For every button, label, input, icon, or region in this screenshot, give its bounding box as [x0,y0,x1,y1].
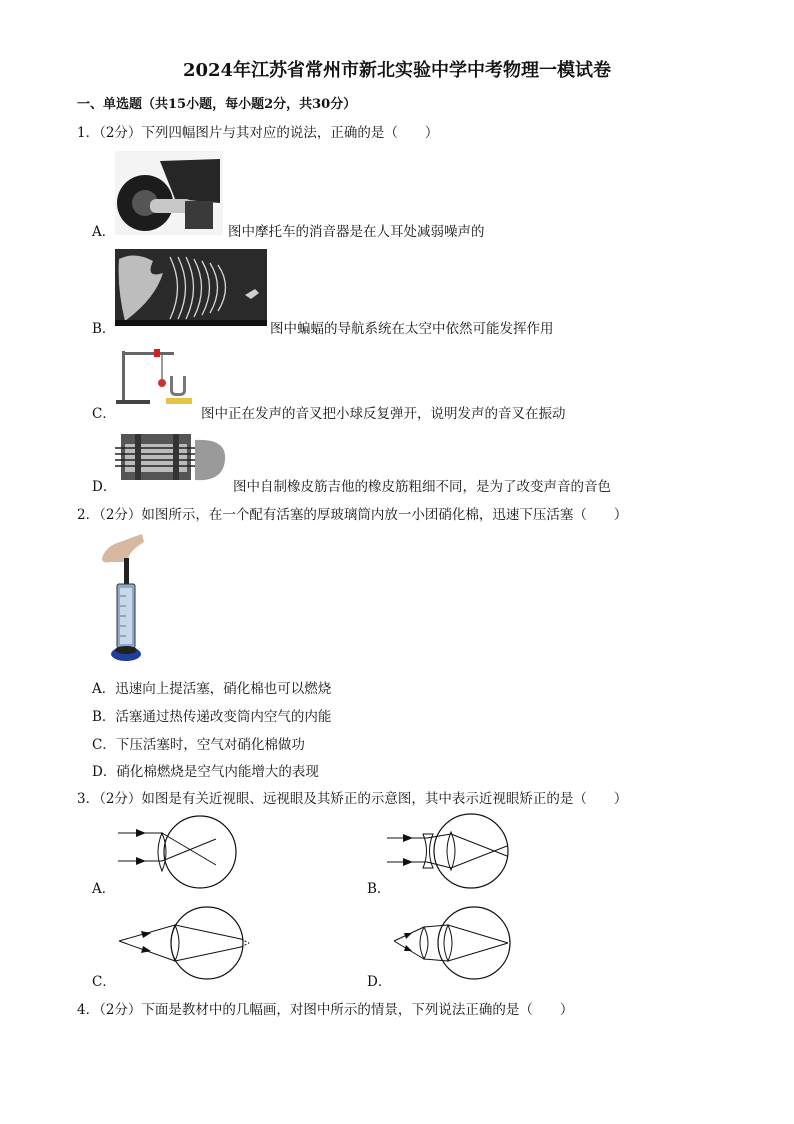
eye-diagram-a [110,815,240,889]
rubber-band-guitar-image [115,430,229,490]
page-title: 2024年江苏省常州市新北实验中学中考物理一模试卷 [182,60,612,81]
section-heading: 一、单选题（共15小题，每小题2分，共30分） [77,97,357,112]
q1-option-a-label: A． [92,224,116,240]
q2-option-d: D．硝化棉燃烧是空气内能增大的表现 [92,764,319,780]
q3-label-a: A． [92,881,116,897]
q1-option-b-label: B． [92,321,116,337]
q3-label-c: C． [92,974,116,990]
eye-diagram-b [385,812,510,890]
q1-option-b-text: 图中蝙蝠的导航系统在太空中依然可能发挥作用 [270,321,554,337]
piston-cylinder-image [100,532,146,664]
tuning-fork-image [114,346,196,408]
motorcycle-image [115,151,223,235]
q1-stem: 1．（2分）下列四幅图片与其对应的说法，正确的是（ ） [77,125,439,141]
q2-stem: 2．（2分）如图所示，在一个配有活塞的厚玻璃筒内放一小团硝化棉，迅速下压活塞（ ） [77,507,628,523]
q1-option-c-text: 图中正在发声的音叉把小球反复弹开，说明发声的音叉在振动 [201,406,566,422]
q3-label-b: B． [367,881,391,897]
q2-option-c: C．下压活塞时，空气对硝化棉做功 [92,737,305,753]
q3-label-d: D． [367,974,392,990]
q2-option-b: B．活塞通过热传递改变筒内空气的内能 [92,709,332,725]
q1-option-d-label: D． [92,479,117,495]
eye-diagram-c [115,905,250,983]
q2-option-a: A．迅速向上提活塞，硝化棉也可以燃烧 [92,681,332,697]
q4-stem: 4．（2分）下面是教材中的几幅画，对图中所示的情景，下列说法正确的是（ ） [77,1002,574,1018]
q3-stem: 3．（2分）如图是有关近视眼、远视眼及其矫正的示意图，其中表示近视眼矫正的是（ ） [77,791,628,807]
bat-image [115,249,267,326]
q1-option-a-text: 图中摩托车的消音器是在人耳处减弱噪声的 [228,224,485,240]
q1-option-d-text: 图中自制橡皮筋吉他的橡皮筋粗细不同，是为了改变声音的音色 [233,479,611,495]
eye-diagram-d [390,905,515,983]
q1-option-c-label: C． [92,406,116,422]
